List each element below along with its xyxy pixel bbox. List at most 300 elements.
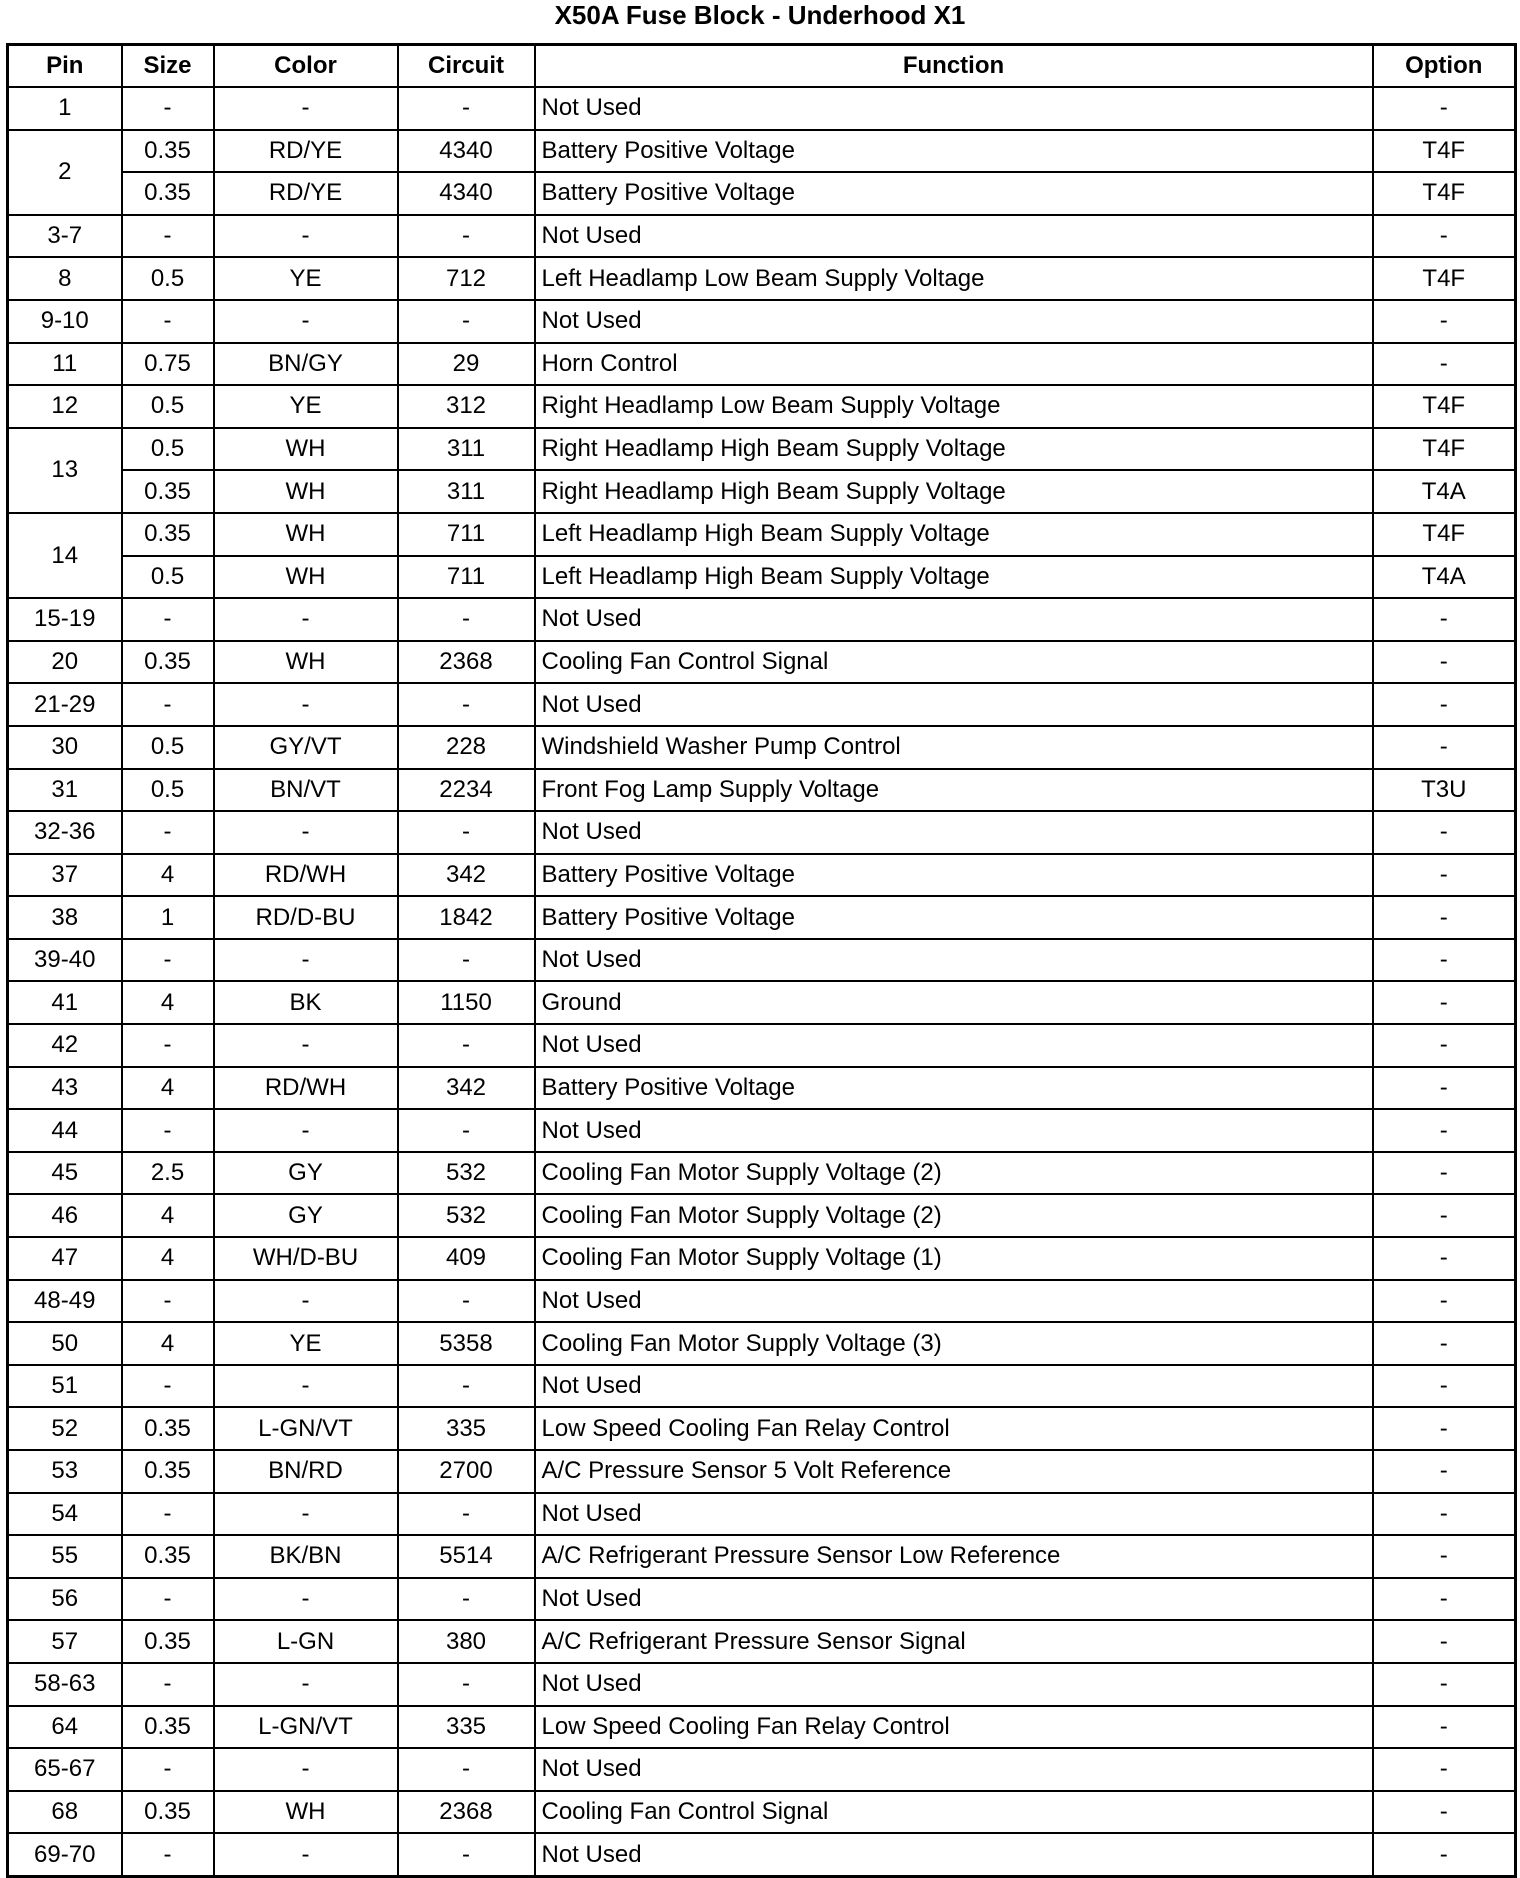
cell-size: -	[122, 1493, 214, 1536]
cell-circuit: 711	[398, 513, 535, 556]
cell-circuit: 2368	[398, 1791, 535, 1834]
cell-option: T4F	[1373, 385, 1516, 428]
cell-size: 4	[122, 1067, 214, 1110]
cell-pin: 2	[8, 130, 122, 215]
cell-pin: 43	[8, 1067, 122, 1110]
table-body	[8, 87, 1516, 1876]
cell-pin: 56	[8, 1578, 122, 1621]
table-row	[8, 1493, 1516, 1536]
cell-pin: 42	[8, 1024, 122, 1067]
cell-color: WH/D-BU	[214, 1237, 398, 1280]
header-function: Function	[535, 45, 1373, 88]
cell-circuit: -	[398, 87, 535, 130]
table-row	[8, 1109, 1516, 1152]
cell-circuit: 311	[398, 428, 535, 471]
cell-option: T3U	[1373, 769, 1516, 812]
cell-option: -	[1373, 726, 1516, 769]
cell-color: L-GN/VT	[214, 1407, 398, 1450]
cell-function: Not Used	[535, 1109, 1373, 1152]
cell-pin: 47	[8, 1237, 122, 1280]
cell-function: Cooling Fan Motor Supply Voltage (1)	[535, 1237, 1373, 1280]
cell-size: 0.35	[122, 130, 214, 173]
table-row	[8, 1833, 1516, 1876]
cell-size: 0.5	[122, 556, 214, 599]
table-row	[8, 215, 1516, 258]
cell-option: -	[1373, 1322, 1516, 1365]
cell-circuit: -	[398, 1024, 535, 1067]
cell-color: WH	[214, 641, 398, 684]
cell-pin: 13	[8, 428, 122, 513]
cell-function: Cooling Fan Motor Supply Voltage (2)	[535, 1194, 1373, 1237]
cell-color: YE	[214, 257, 398, 300]
table-row	[8, 598, 1516, 641]
cell-function: Cooling Fan Control Signal	[535, 1791, 1373, 1834]
cell-option: -	[1373, 1067, 1516, 1110]
cell-color: RD/WH	[214, 854, 398, 897]
cell-color: -	[214, 1663, 398, 1706]
cell-color: BN/VT	[214, 769, 398, 812]
cell-pin: 52	[8, 1407, 122, 1450]
cell-function: Not Used	[535, 598, 1373, 641]
cell-color: -	[214, 598, 398, 641]
cell-pin: 11	[8, 343, 122, 386]
table-row	[8, 981, 1516, 1024]
table-row	[8, 87, 1516, 130]
cell-color: -	[214, 1748, 398, 1791]
cell-option: -	[1373, 1535, 1516, 1578]
table-row	[8, 854, 1516, 897]
cell-color: -	[214, 1493, 398, 1536]
cell-function: Battery Positive Voltage	[535, 130, 1373, 173]
cell-size: 1	[122, 896, 214, 939]
cell-pin: 48-49	[8, 1280, 122, 1323]
cell-circuit: 228	[398, 726, 535, 769]
cell-function: Not Used	[535, 1024, 1373, 1067]
cell-function: Not Used	[535, 1663, 1373, 1706]
table-row	[8, 513, 1516, 556]
cell-function: Cooling Fan Motor Supply Voltage (3)	[535, 1322, 1373, 1365]
cell-pin: 53	[8, 1450, 122, 1493]
cell-size: 0.35	[122, 1407, 214, 1450]
table-row	[8, 1450, 1516, 1493]
cell-function: Battery Positive Voltage	[535, 1067, 1373, 1110]
header-size: Size	[122, 45, 214, 88]
cell-option: -	[1373, 1833, 1516, 1876]
connector-pinout-table	[6, 43, 1517, 1878]
cell-size: 0.35	[122, 1706, 214, 1749]
cell-function: Cooling Fan Motor Supply Voltage (2)	[535, 1152, 1373, 1195]
cell-color: RD/D-BU	[214, 896, 398, 939]
cell-pin: 68	[8, 1791, 122, 1834]
cell-pin: 30	[8, 726, 122, 769]
cell-function: Not Used	[535, 1578, 1373, 1621]
cell-size: -	[122, 939, 214, 982]
cell-circuit: 342	[398, 1067, 535, 1110]
cell-option: -	[1373, 300, 1516, 343]
cell-circuit: 4340	[398, 172, 535, 215]
table-row	[8, 939, 1516, 982]
cell-size: 0.75	[122, 343, 214, 386]
cell-color: -	[214, 1578, 398, 1621]
table-row	[8, 470, 1516, 513]
cell-option: -	[1373, 598, 1516, 641]
cell-function: Left Headlamp High Beam Supply Voltage	[535, 513, 1373, 556]
cell-option: -	[1373, 981, 1516, 1024]
cell-color: YE	[214, 385, 398, 428]
cell-function: Not Used	[535, 683, 1373, 726]
cell-pin: 20	[8, 641, 122, 684]
cell-size: 2.5	[122, 1152, 214, 1195]
cell-option: -	[1373, 1450, 1516, 1493]
cell-color: YE	[214, 1322, 398, 1365]
cell-color: -	[214, 683, 398, 726]
cell-function: Battery Positive Voltage	[535, 172, 1373, 215]
cell-size: -	[122, 1578, 214, 1621]
cell-size: -	[122, 215, 214, 258]
cell-pin: 21-29	[8, 683, 122, 726]
cell-circuit: 712	[398, 257, 535, 300]
cell-circuit: 312	[398, 385, 535, 428]
cell-size: 4	[122, 1194, 214, 1237]
cell-size: 0.5	[122, 769, 214, 812]
header-row	[8, 45, 1516, 88]
table-row	[8, 1535, 1516, 1578]
cell-color: BK	[214, 981, 398, 1024]
cell-option: -	[1373, 1237, 1516, 1280]
table-row	[8, 385, 1516, 428]
cell-size: -	[122, 1109, 214, 1152]
cell-option: T4F	[1373, 172, 1516, 215]
table-row	[8, 556, 1516, 599]
cell-option: -	[1373, 1407, 1516, 1450]
cell-option: -	[1373, 1578, 1516, 1621]
table-row	[8, 1578, 1516, 1621]
cell-function: Not Used	[535, 1493, 1373, 1536]
cell-color: WH	[214, 470, 398, 513]
cell-pin: 44	[8, 1109, 122, 1152]
cell-option: T4A	[1373, 556, 1516, 599]
cell-option: T4F	[1373, 513, 1516, 556]
cell-option: -	[1373, 1280, 1516, 1323]
cell-function: Right Headlamp Low Beam Supply Voltage	[535, 385, 1373, 428]
cell-color: RD/WH	[214, 1067, 398, 1110]
table-row	[8, 1365, 1516, 1408]
cell-color: BN/GY	[214, 343, 398, 386]
cell-color: GY	[214, 1194, 398, 1237]
cell-size: 0.35	[122, 470, 214, 513]
cell-color: -	[214, 1109, 398, 1152]
cell-size: 4	[122, 854, 214, 897]
cell-circuit: 4340	[398, 130, 535, 173]
cell-size: -	[122, 300, 214, 343]
cell-pin: 12	[8, 385, 122, 428]
cell-size: 0.35	[122, 1535, 214, 1578]
cell-size: 0.5	[122, 428, 214, 471]
cell-circuit: 335	[398, 1407, 535, 1450]
cell-size: 0.35	[122, 1450, 214, 1493]
cell-option: -	[1373, 1706, 1516, 1749]
table-row	[8, 343, 1516, 386]
cell-color: BN/RD	[214, 1450, 398, 1493]
cell-option: -	[1373, 343, 1516, 386]
table-row	[8, 1152, 1516, 1195]
cell-size: 0.35	[122, 172, 214, 215]
cell-color: RD/YE	[214, 172, 398, 215]
cell-option: T4F	[1373, 428, 1516, 471]
cell-size: 0.5	[122, 726, 214, 769]
cell-pin: 39-40	[8, 939, 122, 982]
cell-color: -	[214, 87, 398, 130]
table-row	[8, 811, 1516, 854]
cell-size: 0.35	[122, 1620, 214, 1663]
cell-circuit: -	[398, 939, 535, 982]
cell-pin: 54	[8, 1493, 122, 1536]
cell-circuit: 409	[398, 1237, 535, 1280]
cell-function: Horn Control	[535, 343, 1373, 386]
cell-circuit: 5358	[398, 1322, 535, 1365]
cell-pin: 41	[8, 981, 122, 1024]
cell-option: -	[1373, 1748, 1516, 1791]
cell-pin: 14	[8, 513, 122, 598]
cell-pin: 57	[8, 1620, 122, 1663]
cell-function: Not Used	[535, 87, 1373, 130]
cell-option: -	[1373, 683, 1516, 726]
page-title: X50A Fuse Block - Underhood X1	[554, 0, 966, 30]
table-row	[8, 641, 1516, 684]
cell-circuit: 335	[398, 1706, 535, 1749]
header-pin: Pin	[8, 45, 122, 88]
table-row	[8, 172, 1516, 215]
cell-function: Windshield Washer Pump Control	[535, 726, 1373, 769]
cell-color: WH	[214, 1791, 398, 1834]
cell-function: A/C Pressure Sensor 5 Volt Reference	[535, 1450, 1373, 1493]
cell-size: -	[122, 1833, 214, 1876]
cell-circuit: -	[398, 215, 535, 258]
cell-option: -	[1373, 215, 1516, 258]
table-row	[8, 1706, 1516, 1749]
cell-size: 4	[122, 981, 214, 1024]
cell-pin: 65-67	[8, 1748, 122, 1791]
cell-circuit: 29	[398, 343, 535, 386]
table-row	[8, 257, 1516, 300]
cell-pin: 3-7	[8, 215, 122, 258]
table-row	[8, 1280, 1516, 1323]
cell-circuit: -	[398, 1109, 535, 1152]
cell-circuit: 311	[398, 470, 535, 513]
cell-circuit: -	[398, 1493, 535, 1536]
table-row	[8, 726, 1516, 769]
cell-color: -	[214, 1024, 398, 1067]
cell-color: RD/YE	[214, 130, 398, 173]
cell-circuit: -	[398, 1578, 535, 1621]
cell-option: -	[1373, 811, 1516, 854]
cell-circuit: 2700	[398, 1450, 535, 1493]
cell-color: L-GN	[214, 1620, 398, 1663]
table-row	[8, 428, 1516, 471]
cell-function: Not Used	[535, 1365, 1373, 1408]
cell-function: Cooling Fan Control Signal	[535, 641, 1373, 684]
table-row	[8, 896, 1516, 939]
cell-circuit: -	[398, 811, 535, 854]
header-option: Option	[1373, 45, 1516, 88]
cell-size: 0.35	[122, 641, 214, 684]
cell-circuit: 2368	[398, 641, 535, 684]
cell-pin: 45	[8, 1152, 122, 1195]
cell-circuit: -	[398, 300, 535, 343]
cell-option: -	[1373, 1024, 1516, 1067]
cell-pin: 38	[8, 896, 122, 939]
cell-pin: 32-36	[8, 811, 122, 854]
cell-size: -	[122, 1280, 214, 1323]
table-row	[8, 769, 1516, 812]
cell-function: Ground	[535, 981, 1373, 1024]
table-row	[8, 1067, 1516, 1110]
table-row	[8, 1620, 1516, 1663]
cell-pin: 51	[8, 1365, 122, 1408]
cell-color: GY/VT	[214, 726, 398, 769]
cell-function: Not Used	[535, 1280, 1373, 1323]
cell-function: A/C Refrigerant Pressure Sensor Signal	[535, 1620, 1373, 1663]
cell-size: -	[122, 598, 214, 641]
cell-size: -	[122, 1024, 214, 1067]
cell-pin: 9-10	[8, 300, 122, 343]
cell-pin: 69-70	[8, 1833, 122, 1876]
cell-color: -	[214, 811, 398, 854]
cell-pin: 46	[8, 1194, 122, 1237]
cell-circuit: 2234	[398, 769, 535, 812]
cell-circuit: 380	[398, 1620, 535, 1663]
cell-option: T4F	[1373, 257, 1516, 300]
table-row	[8, 130, 1516, 173]
cell-size: -	[122, 1663, 214, 1706]
cell-option: -	[1373, 1194, 1516, 1237]
cell-pin: 8	[8, 257, 122, 300]
cell-option: -	[1373, 1109, 1516, 1152]
cell-option: T4A	[1373, 470, 1516, 513]
cell-color: WH	[214, 556, 398, 599]
cell-function: Not Used	[535, 811, 1373, 854]
cell-circuit: 1842	[398, 896, 535, 939]
cell-size: 4	[122, 1322, 214, 1365]
header-color: Color	[214, 45, 398, 88]
table-row	[8, 1237, 1516, 1280]
cell-color: -	[214, 1833, 398, 1876]
cell-size: 0.5	[122, 385, 214, 428]
header-circuit: Circuit	[398, 45, 535, 88]
cell-color: WH	[214, 428, 398, 471]
cell-size: 0.5	[122, 257, 214, 300]
table-row	[8, 683, 1516, 726]
cell-size: 0.35	[122, 1791, 214, 1834]
cell-function: Front Fog Lamp Supply Voltage	[535, 769, 1373, 812]
cell-option: -	[1373, 1493, 1516, 1536]
cell-circuit: 5514	[398, 1535, 535, 1578]
cell-color: -	[214, 300, 398, 343]
cell-pin: 64	[8, 1706, 122, 1749]
cell-function: Not Used	[535, 1833, 1373, 1876]
cell-function: Left Headlamp High Beam Supply Voltage	[535, 556, 1373, 599]
cell-function: Left Headlamp Low Beam Supply Voltage	[535, 257, 1373, 300]
cell-option: -	[1373, 641, 1516, 684]
cell-function: Low Speed Cooling Fan Relay Control	[535, 1407, 1373, 1450]
cell-circuit: -	[398, 683, 535, 726]
cell-function: Low Speed Cooling Fan Relay Control	[535, 1706, 1373, 1749]
cell-option: -	[1373, 896, 1516, 939]
cell-circuit: 1150	[398, 981, 535, 1024]
cell-circuit: -	[398, 1365, 535, 1408]
cell-pin: 37	[8, 854, 122, 897]
cell-size: -	[122, 683, 214, 726]
cell-option: -	[1373, 1791, 1516, 1834]
cell-color: -	[214, 939, 398, 982]
cell-circuit: 532	[398, 1152, 535, 1195]
cell-circuit: 532	[398, 1194, 535, 1237]
cell-color: WH	[214, 513, 398, 556]
cell-option: -	[1373, 1663, 1516, 1706]
cell-pin: 50	[8, 1322, 122, 1365]
cell-color: L-GN/VT	[214, 1706, 398, 1749]
cell-size: 0.35	[122, 513, 214, 556]
cell-circuit: 342	[398, 854, 535, 897]
cell-size: -	[122, 811, 214, 854]
cell-option: -	[1373, 1365, 1516, 1408]
cell-color: BK/BN	[214, 1535, 398, 1578]
cell-function: Not Used	[535, 215, 1373, 258]
cell-pin: 31	[8, 769, 122, 812]
table-row	[8, 1748, 1516, 1791]
cell-option: -	[1373, 854, 1516, 897]
cell-size: -	[122, 87, 214, 130]
cell-option: T4F	[1373, 130, 1516, 173]
cell-function: Not Used	[535, 300, 1373, 343]
cell-function: Battery Positive Voltage	[535, 896, 1373, 939]
cell-circuit: -	[398, 598, 535, 641]
cell-circuit: -	[398, 1663, 535, 1706]
cell-function: Battery Positive Voltage	[535, 854, 1373, 897]
cell-circuit: -	[398, 1280, 535, 1323]
cell-option: -	[1373, 87, 1516, 130]
cell-option: -	[1373, 1152, 1516, 1195]
cell-color: -	[214, 1365, 398, 1408]
cell-pin: 55	[8, 1535, 122, 1578]
cell-size: -	[122, 1748, 214, 1791]
cell-function: Not Used	[535, 1748, 1373, 1791]
cell-circuit: -	[398, 1748, 535, 1791]
table-row	[8, 1194, 1516, 1237]
table-row	[8, 1791, 1516, 1834]
cell-option: -	[1373, 939, 1516, 982]
cell-color: -	[214, 1280, 398, 1323]
cell-function: Right Headlamp High Beam Supply Voltage	[535, 428, 1373, 471]
cell-circuit: 711	[398, 556, 535, 599]
table-row	[8, 1663, 1516, 1706]
cell-function: A/C Refrigerant Pressure Sensor Low Reference	[535, 1535, 1373, 1578]
cell-function: Not Used	[535, 939, 1373, 982]
cell-size: 4	[122, 1237, 214, 1280]
cell-pin: 1	[8, 87, 122, 130]
cell-color: GY	[214, 1152, 398, 1195]
cell-size: -	[122, 1365, 214, 1408]
table-row	[8, 300, 1516, 343]
cell-option: -	[1373, 1620, 1516, 1663]
cell-color: -	[214, 215, 398, 258]
table-row	[8, 1407, 1516, 1450]
cell-function: Right Headlamp High Beam Supply Voltage	[535, 470, 1373, 513]
cell-pin: 58-63	[8, 1663, 122, 1706]
table-row	[8, 1322, 1516, 1365]
cell-pin: 15-19	[8, 598, 122, 641]
table-row	[8, 1024, 1516, 1067]
